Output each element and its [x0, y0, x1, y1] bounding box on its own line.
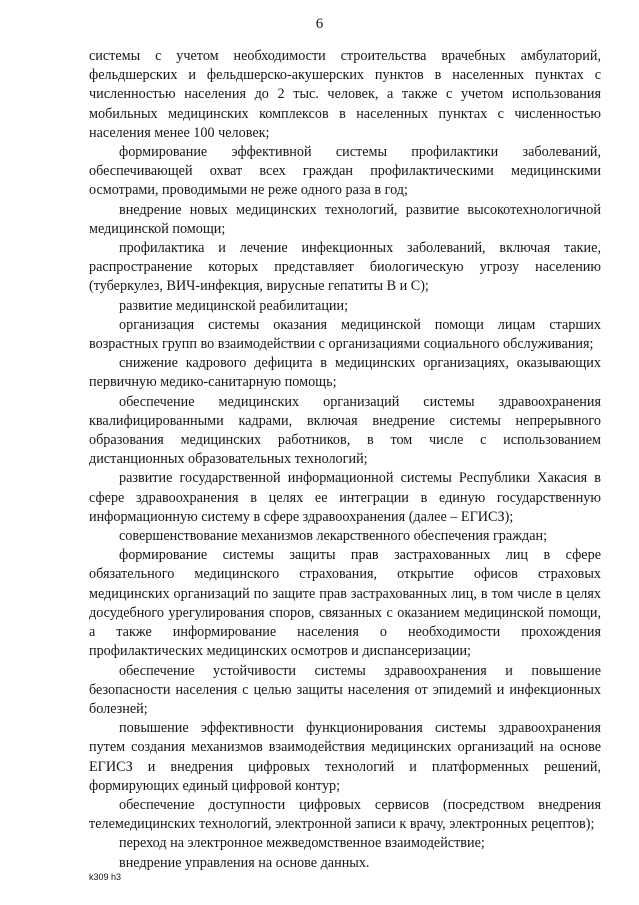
footer-code: k309 h3: [89, 872, 122, 882]
paragraph-15: переход на электронное межведомственное взаимодействие;: [119, 835, 485, 852]
paragraph-1: системы с учетом необходимости строительства врачебных амбулаторий, фельдшерских и фельдшерско-акушерских пунктов в населенных пунктах с численностью населения до 2 тыс. человек, а также с учетом использования мобильных медицинских комплексов в населенных пунктах с численностью населения менее 100 человек;: [89, 48, 601, 141]
paragraph-6: организация системы оказания медицинской помощи лицам старших возрастных групп во взаимодействии с организациями социального обслуживания;: [89, 316, 601, 353]
paragraph-16: внедрение управления на основе данных.: [119, 854, 370, 871]
paragraph-12: обеспечение устойчивости системы здравоохранения и повышение безопасности населения с целью защиты населения от эпидемий и инфекционных болезней;: [89, 662, 601, 717]
paragraph-5: развитие медицинской реабилитации;: [119, 297, 349, 314]
paragraph-7: снижение кадрового дефицита в медицинских организациях, оказывающих первичную медико-санитарную помощь;: [89, 355, 601, 391]
paragraph-11: формирование системы защиты прав застрахованных лиц в сфере обязательного медицинского страхования, открытие офисов страховых медицинских организаций по защите прав застрахованных лиц, в том числе в целях досудебного урегулирования споров, связанных с оказанием медицинской помощи, а также информирование населения о необходимости прохождения профилактических медицинских осмотров и диспансеризации;: [89, 547, 601, 660]
paragraph-4: профилактика и лечение инфекционных заболеваний, включая такие, распространение которых представляет биологическую угрозу населению (туберкулез, ВИЧ-инфекция, вирусные гепатиты В и С);: [89, 240, 601, 295]
paragraph-14: обеспечение доступности цифровых сервисов (посредством внедрения телемедицинских технологий, электронной записи к врачу, электронных рецептов);: [89, 796, 601, 833]
paragraph-8: обеспечение медицинских организаций системы здравоохранения квалифицированными кадрами, включая внедрение системы непрерывного образования медицинских работников, в том числе с использованием дистанционных образовательных технологий;: [89, 393, 601, 468]
paragraph-2: формирование эффективной системы профилактики заболеваний, обеспечивающей охват всех граждан профилактическими медицинскими осмотрами, проводимыми не реже одного раза в год;: [89, 144, 601, 199]
document-body: [89, 47, 601, 873]
paragraph-9: развитие государственной информационной системы Республики Хакасия в сфере здравоохранения в целях ее интеграции в единую государственную информационную систему в сфере здравоохранения (далее – ЕГИСЗ);: [89, 470, 601, 525]
paragraph-3: внедрение новых медицинских технологий, развитие высокотехнологичной медицинской помощи;: [89, 201, 601, 237]
page-number: 6: [315, 16, 324, 32]
paragraph-10: совершенствование механизмов лекарственного обеспечения граждан;: [119, 528, 548, 545]
paragraph-13: повышение эффективности функционирования системы здравоохранения путем создания механизмов взаимодействия медицинских организаций на основе ЕГИСЗ и внедрения цифровых технологий и платформенных решений, формирующих единый цифровой контур;: [89, 720, 601, 794]
